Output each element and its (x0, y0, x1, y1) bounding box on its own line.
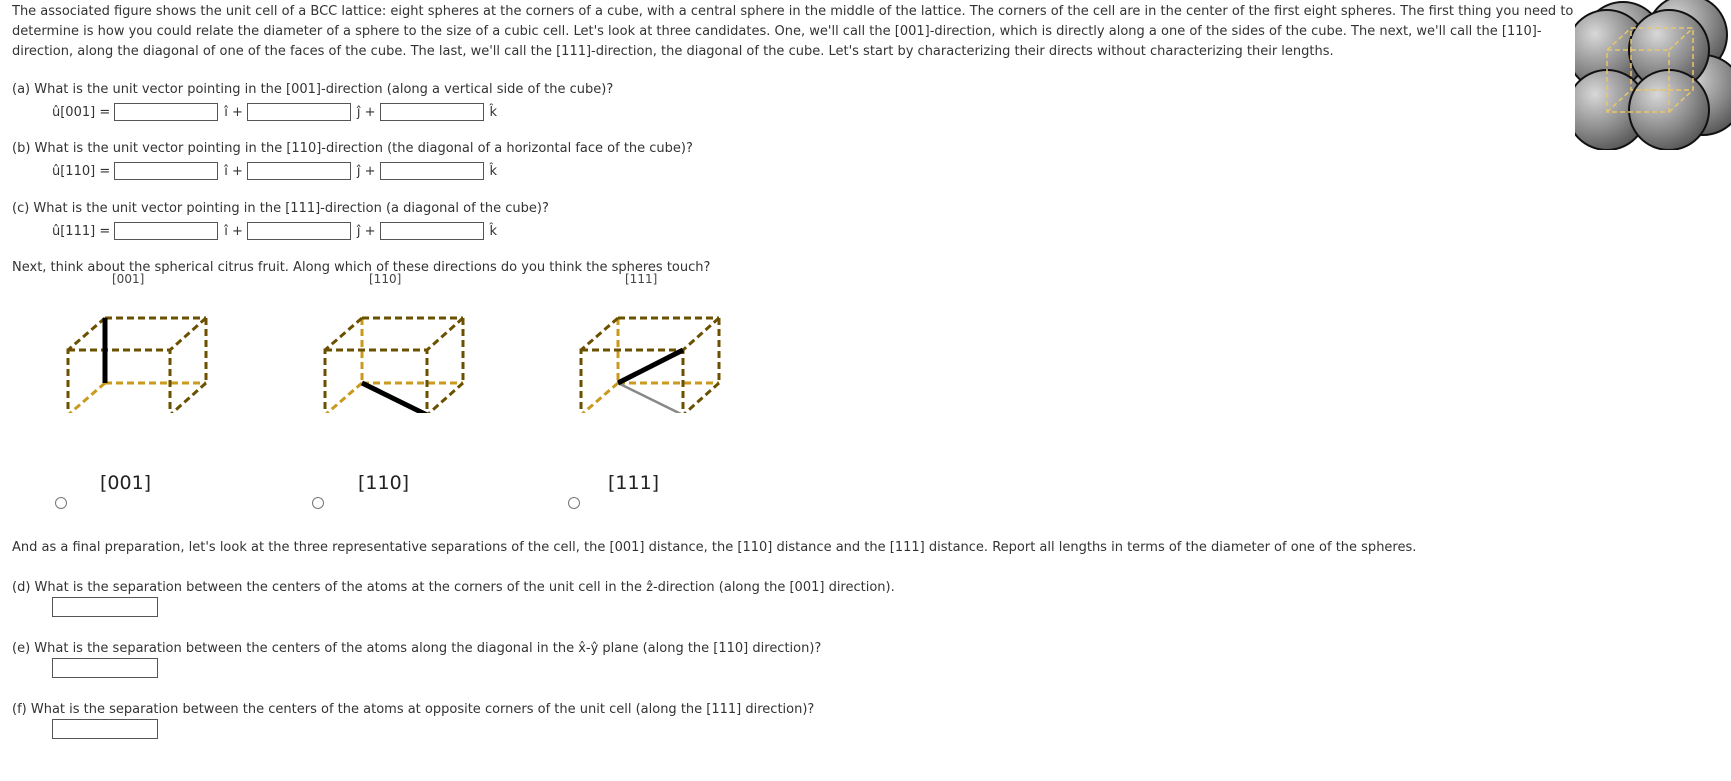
cube-111-diagram (573, 283, 723, 413)
final-prep-text: And as a final preparation, let's look at the three representative separations of the cell, the [001] distance, the [110] distance and the [111] distance. Report all lengths in terms of the diameter of one of the spheres. (12, 540, 1417, 555)
question-c-text: (c) What is the unit vector pointing in the [111]-direction (a diagonal of the cube)? (12, 201, 549, 216)
unit-vector-label: û[001] = (52, 104, 111, 120)
question-e-text: (e) What is the separation between the centers of the atoms along the diagonal in the x̂-ŷ plane (along the [110] direction)? (12, 641, 822, 656)
option-110-radio[interactable] (312, 497, 324, 509)
intro-text: The associated figure shows the unit cell of a BCC lattice: eight spheres at the corners of a cube, with a central sphere in the middle of the lattice. The corners of the cell are in the center of the first eight spheres. The first thing you need to determine is how you could relate the diameter of a sphere to the size of a cubic cell. Let's look at three candidates. One, we'll call the [001]-direction, which is directly along a one of the sides of the cube. The next, we'll call the [110]-direction, along the diagonal of one of the faces of the cube. The last, we'll call the [111]-direction, the diagonal of the cube. Let's start by characterizing their directs without characterizing their lengths. (12, 4, 1574, 59)
option-111-top-label: [111] (625, 272, 658, 286)
k-hat-label: k̂ (489, 104, 498, 120)
j-hat-label: ĵ + (356, 223, 376, 239)
b-j-input[interactable] (247, 162, 351, 180)
question-b-text: (b) What is the unit vector pointing in the [110]-direction (the diagonal of a horizontal face of the cube)? (12, 141, 693, 156)
cube-001-diagram (60, 283, 210, 413)
direction-line (362, 383, 427, 413)
a-k-input[interactable] (380, 103, 484, 121)
answer-f (52, 719, 158, 739)
question-d-text: (d) What is the separation between the centers of the atoms at the corners of the unit cell in the ẑ-direction (along the [001] direction). (12, 580, 895, 595)
option-111-radio[interactable] (568, 497, 580, 509)
i-hat-label: î + (224, 223, 243, 239)
a-i-input[interactable] (114, 103, 218, 121)
unit-vector-label: û[111] = (52, 223, 111, 239)
vector-row-b (52, 159, 501, 183)
option-001-top-label: [001] (112, 272, 145, 286)
e-input[interactable] (52, 658, 158, 678)
option-111-label: [111] (608, 472, 660, 494)
k-hat-label: k̂ (489, 223, 498, 239)
cube-110-diagram (317, 283, 467, 413)
question-f-text: (f) What is the separation between the centers of the atoms at opposite corners of the unit cell (along the [111] direction)? (12, 702, 815, 717)
k-hat-label: k̂ (489, 163, 498, 179)
answer-d (52, 597, 158, 617)
c-i-input[interactable] (114, 222, 218, 240)
touch-question-text: Next, think about the spherical citrus fruit. Along which of these directions do you think the spheres touch? (12, 260, 711, 275)
j-hat-label: ĵ + (356, 104, 376, 120)
c-j-input[interactable] (247, 222, 351, 240)
b-k-input[interactable] (380, 162, 484, 180)
option-001-radio[interactable] (55, 497, 67, 509)
option-110-top-label: [110] (369, 272, 402, 286)
a-j-input[interactable] (247, 103, 351, 121)
bcc-unit-cell-figure (1575, 0, 1731, 150)
answer-e (52, 658, 158, 678)
unit-vector-label: û[110] = (52, 163, 111, 179)
b-i-input[interactable] (114, 162, 218, 180)
i-hat-label: î + (224, 104, 243, 120)
c-k-input[interactable] (380, 222, 484, 240)
option-001-label: [001] (100, 472, 152, 494)
question-a-text: (a) What is the unit vector pointing in the [001]-direction (along a vertical side of the cube)? (12, 82, 614, 97)
d-input[interactable] (52, 597, 158, 617)
vector-row-a (52, 100, 501, 124)
direction-line (618, 350, 683, 383)
j-hat-label: ĵ + (356, 163, 376, 179)
option-110-label: [110] (358, 472, 410, 494)
base-diagonal-line (618, 383, 683, 413)
i-hat-label: î + (224, 163, 243, 179)
f-input[interactable] (52, 719, 158, 739)
vector-row-c (52, 219, 501, 243)
